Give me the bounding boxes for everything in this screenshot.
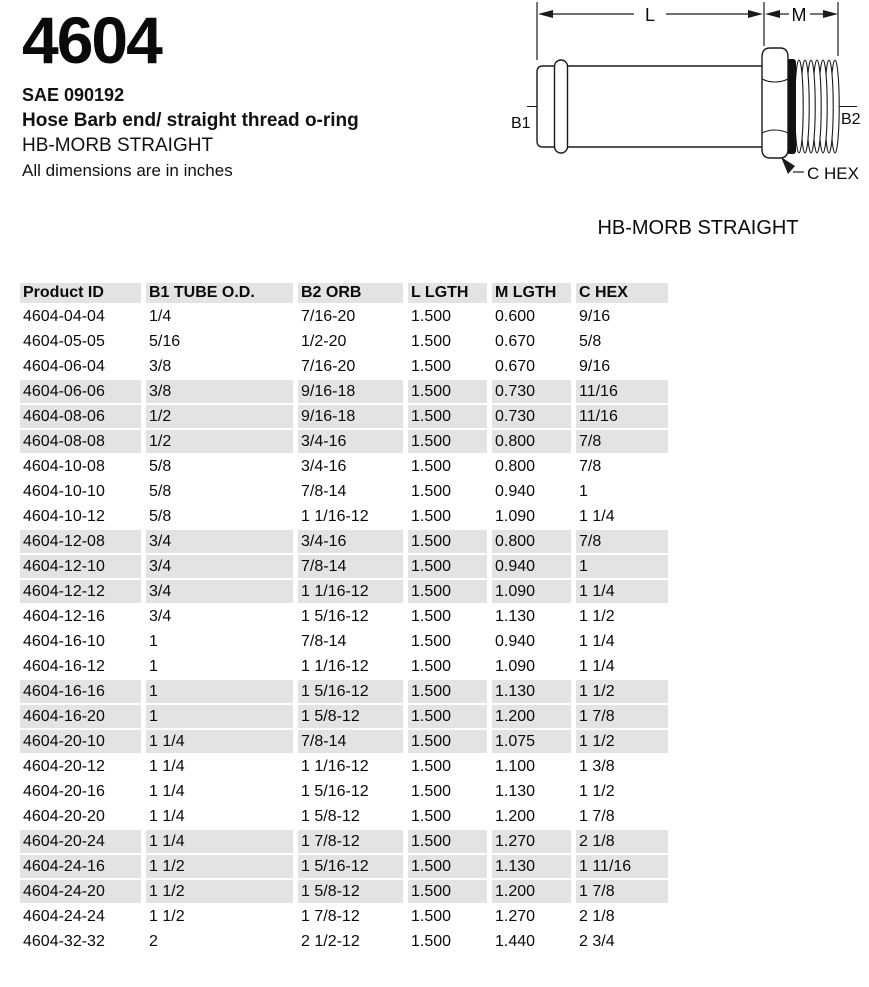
cell: 9/16 — [576, 355, 668, 378]
cell: 1 5/8-12 — [298, 705, 403, 728]
cell: 1.500 — [408, 605, 487, 628]
cell: 0.800 — [492, 430, 571, 453]
cell: 1.500 — [408, 330, 487, 353]
table-row — [20, 655, 668, 678]
table-body — [20, 305, 668, 953]
table-row — [20, 730, 668, 753]
cell: 1.500 — [408, 755, 487, 778]
table-row — [20, 930, 668, 953]
cell: 1/2 — [146, 405, 293, 428]
cell: 1 7/8-12 — [298, 830, 403, 853]
cell: 9/16 — [576, 305, 668, 328]
cell: 5/8 — [576, 330, 668, 353]
cell: 1 1/16-12 — [298, 755, 403, 778]
table-header-row — [20, 283, 668, 303]
cell: 1 1/4 — [146, 805, 293, 828]
cell: 9/16-18 — [298, 380, 403, 403]
cell: 4604-20-10 — [20, 730, 141, 753]
cell: 7/16-20 — [298, 305, 403, 328]
cell: 0.670 — [492, 355, 571, 378]
cell: 1.500 — [408, 880, 487, 903]
cell: 1 1/4 — [576, 505, 668, 528]
cell: 5/16 — [146, 330, 293, 353]
cell: 4604-16-12 — [20, 655, 141, 678]
table-row — [20, 355, 668, 378]
table-row — [20, 455, 668, 478]
cell: 0.940 — [492, 480, 571, 503]
cell: 4604-12-08 — [20, 530, 141, 553]
cell: 7/8-14 — [298, 555, 403, 578]
cell: 1.500 — [408, 455, 487, 478]
table-row — [20, 580, 668, 603]
cell: 3/4 — [146, 530, 293, 553]
cell: 1 — [146, 680, 293, 703]
cell: 1 — [146, 655, 293, 678]
column-header: B2 ORB — [298, 283, 403, 303]
cell: 2 1/8 — [576, 905, 668, 928]
cell: 1 1/16-12 — [298, 580, 403, 603]
cell: 1 1/4 — [146, 730, 293, 753]
cell: 4604-32-32 — [20, 930, 141, 953]
cell: 1 1/4 — [146, 780, 293, 803]
cell: 1 1/2 — [146, 905, 293, 928]
table-row — [20, 555, 668, 578]
cell: 1.500 — [408, 655, 487, 678]
cell: 3/4-16 — [298, 430, 403, 453]
cell: 1 5/16-12 — [298, 680, 403, 703]
cell: 2 3/4 — [576, 930, 668, 953]
cell: 1.500 — [408, 505, 487, 528]
cell: 1 1/4 — [576, 580, 668, 603]
cell: 1.090 — [492, 580, 571, 603]
cell: 1.090 — [492, 505, 571, 528]
table-row — [20, 305, 668, 328]
cell: 3/4-16 — [298, 530, 403, 553]
cell: 3/4-16 — [298, 455, 403, 478]
cell: 1 1/4 — [576, 630, 668, 653]
cell: 1 1/16-12 — [298, 505, 403, 528]
cell: 1.500 — [408, 355, 487, 378]
table-row — [20, 855, 668, 878]
cell: 5/8 — [146, 480, 293, 503]
cell: 4604-10-08 — [20, 455, 141, 478]
table-row — [20, 805, 668, 828]
thread-coils — [795, 60, 839, 153]
cell: 1.200 — [492, 705, 571, 728]
cell: 1.500 — [408, 305, 487, 328]
table-row — [20, 505, 668, 528]
cell: 1.075 — [492, 730, 571, 753]
table-row — [20, 405, 668, 428]
cell: 1 7/8-12 — [298, 905, 403, 928]
cell: 3/4 — [146, 555, 293, 578]
cell: 1 1/4 — [146, 755, 293, 778]
cell: 1 — [576, 480, 668, 503]
cell: 1 1/2 — [146, 855, 293, 878]
cell: 4604-06-04 — [20, 355, 141, 378]
table-row — [20, 480, 668, 503]
cell: 7/8-14 — [298, 480, 403, 503]
cell: 4604-16-16 — [20, 680, 141, 703]
cell: 1.500 — [408, 380, 487, 403]
cell: 4604-20-20 — [20, 805, 141, 828]
cell: 1.500 — [408, 405, 487, 428]
cell: 4604-04-04 — [20, 305, 141, 328]
cell: 5/8 — [146, 505, 293, 528]
arrowhead-icon — [538, 10, 553, 18]
cell: 1.100 — [492, 755, 571, 778]
cell: 4604-20-12 — [20, 755, 141, 778]
cell: 1 1/4 — [146, 830, 293, 853]
column-header: Product ID — [20, 283, 141, 303]
cell: 1 — [146, 705, 293, 728]
cell: 1 1/2 — [576, 680, 668, 703]
arrowhead-icon — [765, 10, 780, 18]
cell: 4604-20-24 — [20, 830, 141, 853]
cell: 1/2-20 — [298, 330, 403, 353]
cell: 7/8 — [576, 530, 668, 553]
cell: 4604-06-06 — [20, 380, 141, 403]
table-row — [20, 780, 668, 803]
cell: 7/8 — [576, 455, 668, 478]
cell: 4604-16-20 — [20, 705, 141, 728]
cell: 1.500 — [408, 780, 487, 803]
port-label-b2: B2 — [841, 111, 861, 128]
cell: 1.500 — [408, 830, 487, 853]
cell: 1.200 — [492, 880, 571, 903]
cell: 1 1/16-12 — [298, 655, 403, 678]
fitting-body — [537, 66, 766, 147]
cell: 0.600 — [492, 305, 571, 328]
cell: 11/16 — [576, 380, 668, 403]
cell: 3/4 — [146, 580, 293, 603]
cell: 1.500 — [408, 905, 487, 928]
cell: 1.500 — [408, 530, 487, 553]
cell: 11/16 — [576, 405, 668, 428]
cell: 4604-12-10 — [20, 555, 141, 578]
cell: 1.500 — [408, 680, 487, 703]
table-row — [20, 755, 668, 778]
cell: 2 1/2-12 — [298, 930, 403, 953]
cell: 1 — [576, 555, 668, 578]
cell: 4604-05-05 — [20, 330, 141, 353]
hex-label: C HEX — [807, 164, 859, 183]
cell: 1.500 — [408, 730, 487, 753]
cell: 7/8-14 — [298, 730, 403, 753]
page-title: 4604 — [22, 3, 161, 77]
cell: 3/4 — [146, 605, 293, 628]
cell: 0.800 — [492, 455, 571, 478]
cell: 4604-24-20 — [20, 880, 141, 903]
column-header: L LGTH — [408, 283, 487, 303]
cell: 1 5/16-12 — [298, 605, 403, 628]
cell: 3/8 — [146, 380, 293, 403]
table-row — [20, 430, 668, 453]
cell: 1 11/16 — [576, 855, 668, 878]
cell: 4604-24-24 — [20, 905, 141, 928]
cell: 1.500 — [408, 705, 487, 728]
cell: 5/8 — [146, 455, 293, 478]
cell: 0.940 — [492, 555, 571, 578]
cell: 1 3/8 — [576, 755, 668, 778]
diagram-caption: HB-MORB STRAIGHT — [597, 217, 799, 239]
cell: 0.730 — [492, 405, 571, 428]
cell: 4604-08-06 — [20, 405, 141, 428]
cell: 4604-12-16 — [20, 605, 141, 628]
column-header: M LGTH — [492, 283, 571, 303]
cell: 1 7/8 — [576, 805, 668, 828]
cell: 0.730 — [492, 380, 571, 403]
cell: 1.500 — [408, 855, 487, 878]
cell: 7/16-20 — [298, 355, 403, 378]
spec-table — [15, 281, 673, 955]
cell: 1 5/16-12 — [298, 780, 403, 803]
cell: 4604-24-16 — [20, 855, 141, 878]
cell: 1.500 — [408, 430, 487, 453]
cell: 1.130 — [492, 780, 571, 803]
column-header: B1 TUBE O.D. — [146, 283, 293, 303]
cell: 1.130 — [492, 680, 571, 703]
table-row — [20, 830, 668, 853]
cell: 1.270 — [492, 830, 571, 853]
table-row — [20, 605, 668, 628]
cell: 1.500 — [408, 630, 487, 653]
column-header: C HEX — [576, 283, 668, 303]
cell: 1.200 — [492, 805, 571, 828]
description: Hose Barb end/ straight thread o-ring — [22, 110, 359, 131]
cell: 7/8 — [576, 430, 668, 453]
cell: 4604-10-10 — [20, 480, 141, 503]
cell: 4604-16-10 — [20, 630, 141, 653]
cell: 1 5/8-12 — [298, 880, 403, 903]
cell: 1 5/16-12 — [298, 855, 403, 878]
cell: 0.670 — [492, 330, 571, 353]
cell: 1 1/2 — [146, 880, 293, 903]
cell: 1 1/2 — [576, 605, 668, 628]
cell: 1 5/8-12 — [298, 805, 403, 828]
cell: 1 1/2 — [576, 730, 668, 753]
cell: 1 1/2 — [576, 780, 668, 803]
table-row — [20, 630, 668, 653]
cell: 0.940 — [492, 630, 571, 653]
port-label-b1: B1 — [511, 115, 531, 132]
cell: 2 — [146, 930, 293, 953]
cell: 7/8-14 — [298, 630, 403, 653]
cell: 1 1/4 — [576, 655, 668, 678]
cell: 2 1/8 — [576, 830, 668, 853]
units-note: All dimensions are in inches — [22, 161, 233, 180]
cell: 1.090 — [492, 655, 571, 678]
table-row — [20, 530, 668, 553]
cell: 1.270 — [492, 905, 571, 928]
cell: 1.500 — [408, 580, 487, 603]
cell: 1/4 — [146, 305, 293, 328]
table-row — [20, 330, 668, 353]
hex-nut — [762, 48, 788, 158]
cell: 1/2 — [146, 430, 293, 453]
cell: 1 — [146, 630, 293, 653]
cell: 1.130 — [492, 605, 571, 628]
cell: 4604-10-12 — [20, 505, 141, 528]
table-row — [20, 680, 668, 703]
dimension-label-m: M — [791, 5, 807, 25]
cell: 1.500 — [408, 805, 487, 828]
dimension-label-l: L — [644, 5, 656, 25]
arrowhead-icon — [823, 10, 838, 18]
cell: 4604-08-08 — [20, 430, 141, 453]
cell: 4604-12-12 — [20, 580, 141, 603]
cell: 3/8 — [146, 355, 293, 378]
cell: 1.500 — [408, 930, 487, 953]
arrowhead-icon — [748, 10, 763, 18]
table-row — [20, 380, 668, 403]
table-row — [20, 880, 668, 903]
arrowhead-icon — [781, 157, 795, 174]
cell: 1.500 — [408, 555, 487, 578]
cell: 1 7/8 — [576, 880, 668, 903]
table-row — [20, 905, 668, 928]
cell: 4604-20-16 — [20, 780, 141, 803]
cell: 1.500 — [408, 480, 487, 503]
cell: 1.130 — [492, 855, 571, 878]
cell: 1.440 — [492, 930, 571, 953]
cell: 1 7/8 — [576, 705, 668, 728]
table-row — [20, 705, 668, 728]
barb-collar — [555, 60, 568, 153]
cell: 9/16-18 — [298, 405, 403, 428]
cell: 0.800 — [492, 530, 571, 553]
type-name: HB-MORB STRAIGHT — [22, 135, 214, 156]
sae-code: SAE 090192 — [22, 85, 125, 105]
